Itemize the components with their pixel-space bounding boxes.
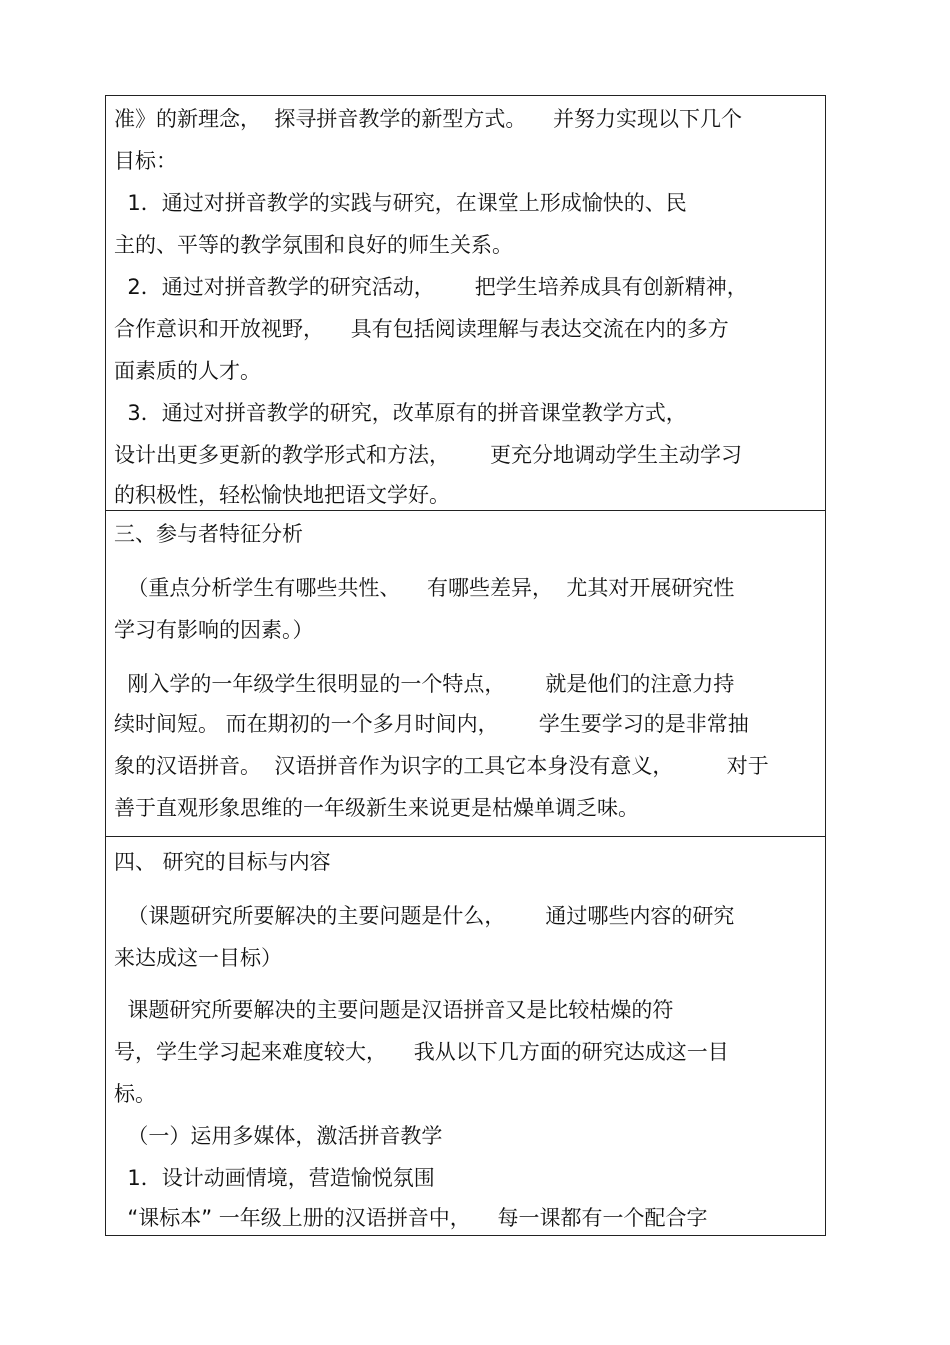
text-line: 面素质的人才。: [114, 359, 261, 383]
section-participants-cell: [106, 511, 825, 837]
text-line: （课题研究所要解决的主要问题是什么， 通过哪些内容的研究: [114, 904, 735, 928]
text-line: 主的、平等的教学氛围和良好的师生关系。: [114, 233, 513, 257]
text-line: 课题研究所要解决的主要问题是汉语拼音又是比较枯燥的符: [114, 998, 674, 1022]
text-line: 3．通过对拼音教学的研究，改革原有的拼音课堂教学方式，: [114, 401, 687, 425]
section-goals-cell: [106, 96, 825, 511]
text-line: （重点分析学生有哪些共性、 有哪些差异， 尤其对开展研究性: [114, 576, 735, 600]
text-line: 合作意识和开放视野， 具有包括阅读理解与表达交流在内的多方: [114, 317, 729, 341]
text-line: 2．通过对拼音教学的研究活动， 把学生培养成具有创新精神，: [114, 275, 748, 299]
text-line: 设计出更多更新的教学形式和方法， 更充分地调动学生主动学习: [114, 443, 743, 467]
section-objectives-cell: [106, 837, 825, 1235]
text-line: 续时间短。 而在期初的一个多月时间内， 学生要学习的是非常抽: [114, 712, 749, 736]
text-line: 学习有影响的因素。）: [114, 618, 314, 642]
text-line: 象的汉语拼音。 汉语拼音作为识字的工具它本身没有意义， 对于: [114, 754, 769, 778]
text-line: 善于直观形象思维的一年级新生来说更是枯燥单调乏味。: [114, 796, 639, 820]
text-line: 刚入学的一年级学生很明显的一个特点， 就是他们的注意力持: [114, 672, 735, 696]
text-line: 准》的新理念， 探寻拼音教学的新型方式。 并努力实现以下几个: [114, 107, 743, 131]
text-line: “课标本” 一年级上册的汉语拼音中， 每一课都有一个配合字: [114, 1206, 708, 1230]
text-line: 标。: [114, 1082, 156, 1106]
text-line: 号，学生学习起来难度较大， 我从以下几方面的研究达成这一目: [114, 1040, 729, 1064]
section-heading: 三、参与者特征分析: [114, 522, 303, 546]
text-line: 1．通过对拼音教学的实践与研究，在课堂上形成愉快的、民: [114, 191, 687, 215]
text-line: （一）运用多媒体，激活拼音教学: [114, 1124, 443, 1148]
text-line: 1．设计动画情境，营造愉悦氛围: [114, 1166, 435, 1190]
section-heading: 四、 研究的目标与内容: [114, 850, 331, 874]
text-line: 的积极性，轻松愉快地把语文学好。: [114, 483, 450, 507]
text-line: 目标：: [114, 149, 177, 173]
text-line: 来达成这一目标）: [114, 946, 282, 970]
document-table: [105, 95, 826, 1236]
